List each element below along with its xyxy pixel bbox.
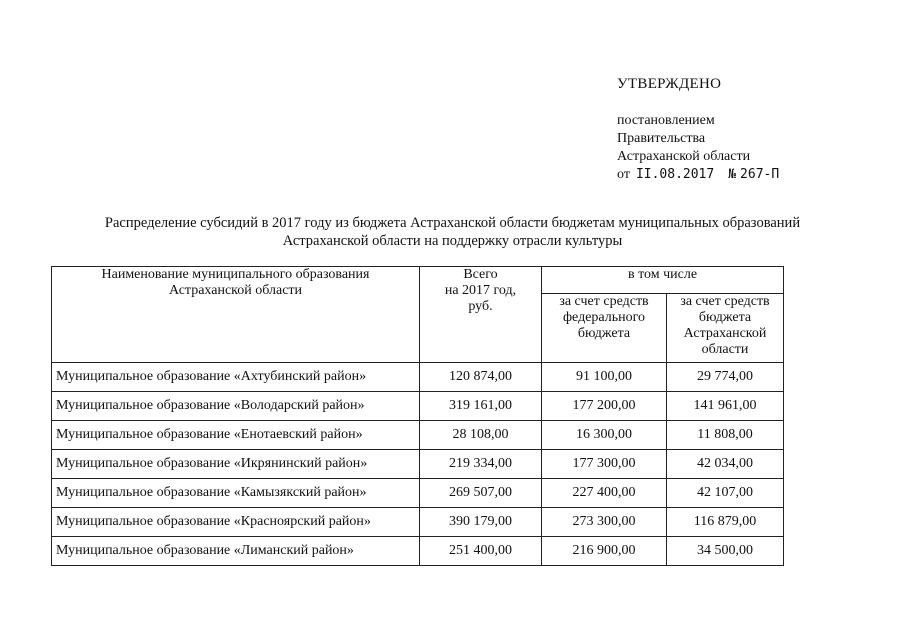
row-federal: 177 300,00 <box>542 450 667 479</box>
row-federal: 177 200,00 <box>542 392 667 421</box>
header-federal: за счет средств федерального бюджета <box>542 294 667 363</box>
row-federal: 273 300,00 <box>542 508 667 537</box>
table-row <box>52 421 784 450</box>
resolution-number: 267-П <box>740 167 780 182</box>
header-name: Наименование муниципального образования Астраханской области <box>52 267 420 363</box>
resolution-date: II.08.2017 <box>635 167 715 182</box>
row-regional: 42 034,00 <box>667 450 784 479</box>
row-regional: 29 774,00 <box>667 363 784 392</box>
header-row-1 <box>52 267 784 294</box>
number-sign: № <box>728 167 737 182</box>
row-total: 219 334,00 <box>420 450 542 479</box>
subsidies-table <box>51 266 784 566</box>
header-including: в том числе <box>542 267 784 294</box>
row-federal: 91 100,00 <box>542 363 667 392</box>
table-row <box>52 450 784 479</box>
row-name: Муниципальное образование «Володарский район» <box>52 392 420 421</box>
approved-stamp: УТВЕРЖДЕНО <box>617 76 722 92</box>
row-federal: 16 300,00 <box>542 421 667 450</box>
row-regional: 141 961,00 <box>667 392 784 421</box>
resolution-line-1: постановлением <box>617 113 715 128</box>
row-total: 120 874,00 <box>420 363 542 392</box>
title-line-2: Астраханской области на поддержку отрасли культуры <box>282 233 623 249</box>
document-title <box>50 214 855 250</box>
row-total: 28 108,00 <box>420 421 542 450</box>
resolution-date-line <box>617 166 779 184</box>
row-name: Муниципальное образование «Камызякский район» <box>52 479 420 508</box>
row-total: 269 507,00 <box>420 479 542 508</box>
table-row <box>52 363 784 392</box>
table-row <box>52 508 784 537</box>
row-regional: 42 107,00 <box>667 479 784 508</box>
row-name: Муниципальное образование «Икрянинский район» <box>52 450 420 479</box>
table-row <box>52 392 784 421</box>
row-regional: 116 879,00 <box>667 508 784 537</box>
resolution-line-2: Правительства <box>617 131 706 146</box>
table-row <box>52 479 784 508</box>
row-total: 319 161,00 <box>420 392 542 421</box>
row-regional: 34 500,00 <box>667 537 784 566</box>
row-federal: 216 900,00 <box>542 537 667 566</box>
row-regional: 11 808,00 <box>667 421 784 450</box>
resolution-line-3: Астраханской области <box>617 149 751 164</box>
table-row <box>52 537 784 566</box>
header-regional: за счет средств бюджета Астраханской области <box>667 294 784 363</box>
row-total: 390 179,00 <box>420 508 542 537</box>
row-name: Муниципальное образование «Енотаевский район» <box>52 421 420 450</box>
row-name: Муниципальное образование «Красноярский район» <box>52 508 420 537</box>
resolution-block <box>617 112 779 184</box>
title-line-1: Распределение субсидий в 2017 году из бюджета Астраханской области бюджетам муниципальных образований <box>104 215 801 231</box>
header-total: Всего на 2017 год, руб. <box>420 267 542 363</box>
row-name: Муниципальное образование «Лиманский район» <box>52 537 420 566</box>
row-total: 251 400,00 <box>420 537 542 566</box>
row-name: Муниципальное образование «Ахтубинский район» <box>52 363 420 392</box>
row-federal: 227 400,00 <box>542 479 667 508</box>
date-prefix: от <box>617 167 630 182</box>
